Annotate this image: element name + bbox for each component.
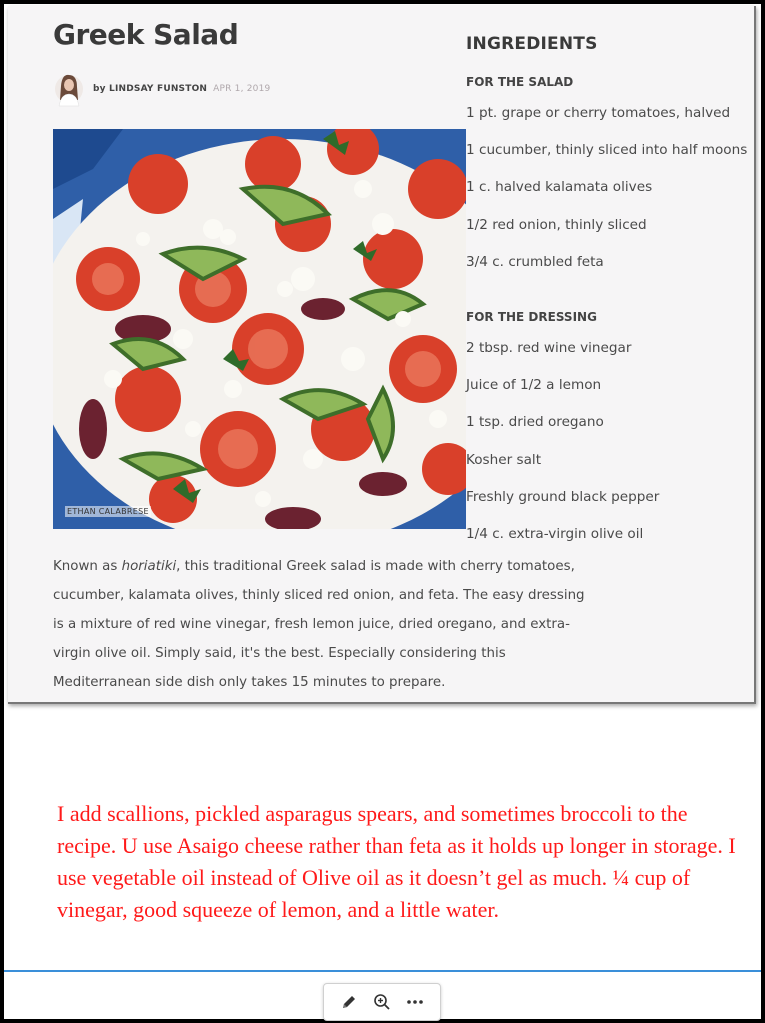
pencil-icon xyxy=(341,994,357,1010)
more-icon xyxy=(406,999,424,1005)
ingredients-section xyxy=(466,32,756,559)
ingredient-item: 3/4 c. crumbled feta xyxy=(466,253,604,270)
ingredient-item: Freshly ground black pepper xyxy=(466,488,660,505)
description-text: , this traditional Greek salad is made with cherry tomatoes, cucumber, kalamata olives, thinly sliced red onion, and feta. The easy dressing is a mixture of red wine vinegar, fresh lemon juice, dried oregano, and extra-virgin olive oil. Simply said, it's the best. Especially considering this Mediterranean side dish only takes 15 minutes to prepare. xyxy=(53,559,585,690)
author-name: by LINDSAY FUNSTON xyxy=(93,84,208,94)
floating-toolbar xyxy=(323,983,441,1021)
recipe-title: Greek Salad xyxy=(53,18,239,51)
photo-credit: ETHAN CALABRESE xyxy=(67,507,149,516)
byline xyxy=(93,84,270,94)
recipe-description xyxy=(53,552,593,697)
ingredient-item: 2 tbsp. red wine vinegar xyxy=(466,339,632,356)
zoom-in-button[interactable] xyxy=(370,990,394,1014)
description-text: Known as xyxy=(53,559,122,574)
ingredient-item: 1 c. halved kalamata olives xyxy=(466,179,653,196)
publish-date: APR 1, 2019 xyxy=(213,84,271,94)
salad-photo xyxy=(53,129,466,529)
ingredient-item: 1 tsp. dried oregano xyxy=(466,414,604,431)
ingredient-item: 1 cucumber, thinly sliced into half moons xyxy=(466,142,748,159)
ingredients-heading: INGREDIENTS xyxy=(466,34,598,54)
ingredient-item: 1/4 c. extra-virgin olive oil xyxy=(466,525,644,542)
author-avatar xyxy=(54,70,84,108)
edit-button[interactable] xyxy=(337,990,361,1014)
description-italic-term: horiatiki xyxy=(121,559,177,574)
more-options-button[interactable] xyxy=(403,990,427,1014)
dressing-subheading: FOR THE DRESSING xyxy=(466,309,597,324)
dressing-ingredient-list xyxy=(466,336,756,559)
ingredient-item: Juice of 1/2 a lemon xyxy=(466,377,602,394)
salad-ingredient-list xyxy=(466,101,756,287)
ingredient-item: Kosher salt xyxy=(466,451,542,468)
recipe-clipping xyxy=(8,6,756,704)
page-divider xyxy=(4,970,761,972)
ingredient-item: 1 pt. grape or cherry tomatoes, halved xyxy=(466,105,731,121)
ingredient-item: 1/2 red onion, thinly sliced xyxy=(466,216,647,233)
zoom-in-icon xyxy=(373,993,391,1011)
handwritten-note[interactable]: I add scallions, pickled asparagus spears, and sometimes broccoli to the recipe. U use Asaigo cheese rather than feta as it holds up longer in storage. I use vegetable oil instead of Olive oil as it doesn’t gel as much. ¼ cup of vinegar, good squeeze of lemon, and a little water. xyxy=(57,801,736,922)
salad-subheading: FOR THE SALAD xyxy=(466,75,574,89)
